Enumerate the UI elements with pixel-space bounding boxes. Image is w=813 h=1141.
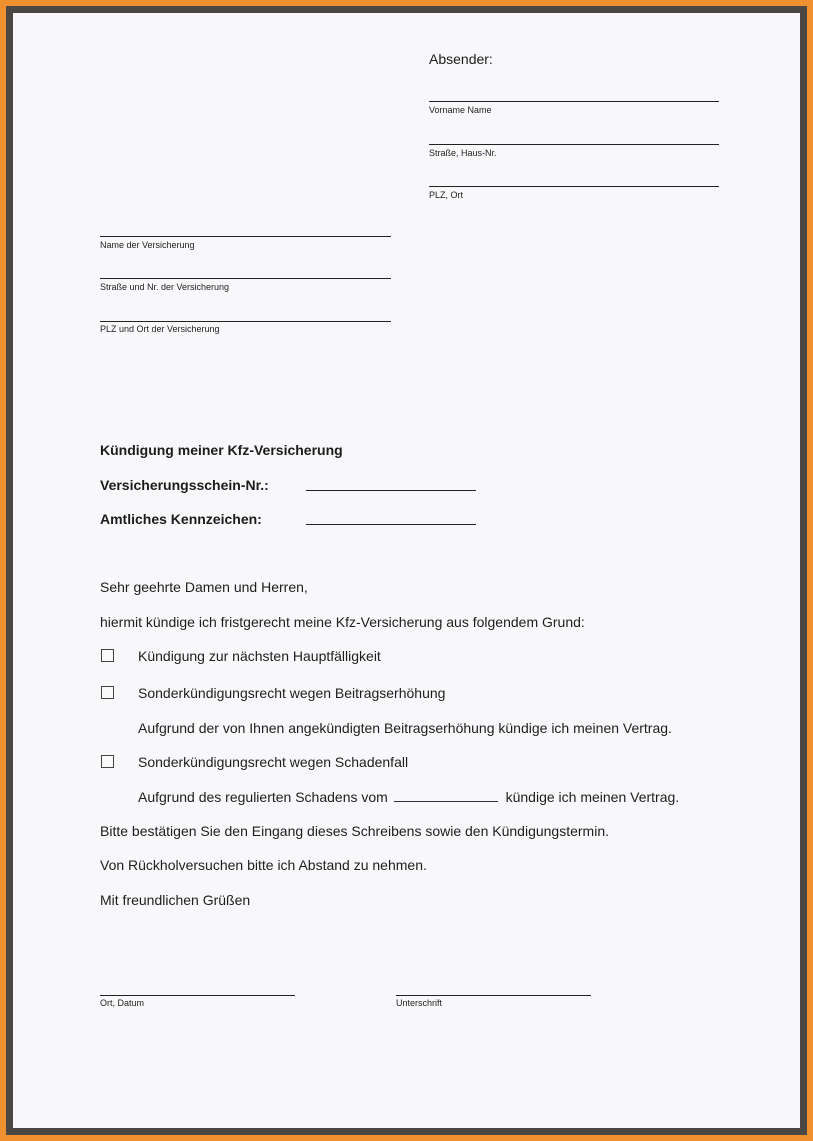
license-plate-field[interactable] (306, 524, 476, 525)
document-page (13, 13, 800, 1128)
checkbox-damage-claim[interactable] (101, 755, 114, 768)
checkbox-main-due-date[interactable] (101, 649, 114, 662)
option-damage-claim-detail (138, 789, 679, 805)
no-recall-request: Von Rückholversuchen bitte ich Abstand zu nehmen. (100, 857, 427, 873)
recipient-name-line[interactable] (100, 236, 391, 237)
option-damage-claim-label: Sonderkündigungsrecht wegen Schadenfall (138, 754, 409, 770)
sender-city-label: PLZ, Ort (429, 190, 464, 200)
recipient-street-label: Straße und Nr. der Versicherung (100, 282, 230, 292)
policy-number-field[interactable] (306, 490, 476, 491)
recipient-street-line[interactable] (100, 278, 391, 279)
damage-date-field[interactable] (394, 790, 498, 802)
signature-label: Unterschrift (396, 998, 443, 1008)
sender-street-label: Straße, Haus-Nr. (429, 148, 497, 158)
signature-line[interactable] (396, 995, 591, 996)
license-plate-label: Amtliches Kennzeichen: (100, 511, 262, 527)
closing: Mit freundlichen Grüßen (100, 892, 251, 908)
sender-city-line[interactable] (429, 186, 719, 187)
sender-heading: Absender: (429, 51, 493, 67)
recipient-city-label: PLZ und Ort der Versicherung (100, 324, 220, 334)
recipient-city-line[interactable] (100, 321, 391, 322)
sender-street-line[interactable] (429, 144, 719, 145)
confirmation-request: Bitte bestätigen Sie den Eingang dieses Schreibens sowie den Kündigungstermin. (100, 823, 609, 839)
policy-number-label: Versicherungsschein-Nr.: (100, 477, 269, 493)
sender-name-line[interactable] (429, 101, 719, 102)
recipient-name-label: Name der Versicherung (100, 240, 195, 250)
option-main-due-date-label: Kündigung zur nächsten Hauptfälligkeit (138, 648, 381, 664)
sender-name-label: Vorname Name (429, 105, 492, 115)
subject-title: Kündigung meiner Kfz-Versicherung (100, 442, 343, 458)
checkbox-premium-increase[interactable] (101, 686, 114, 699)
damage-detail-before: Aufgrund des regulierten Schadens vom (138, 789, 388, 805)
option-premium-increase-label: Sonderkündigungsrecht wegen Beitragserhöhung (138, 685, 446, 701)
intro-text: hiermit kündige ich fristgerecht meine Kfz-Versicherung aus folgendem Grund: (100, 614, 585, 630)
place-date-label: Ort, Datum (100, 998, 145, 1008)
place-date-line[interactable] (100, 995, 295, 996)
damage-detail-after: kündige ich meinen Vertrag. (505, 789, 680, 805)
option-premium-increase-detail: Aufgrund der von Ihnen angekündigten Beitragserhöhung kündige ich meinen Vertrag. (138, 720, 672, 736)
greeting: Sehr geehrte Damen und Herren, (100, 579, 308, 595)
